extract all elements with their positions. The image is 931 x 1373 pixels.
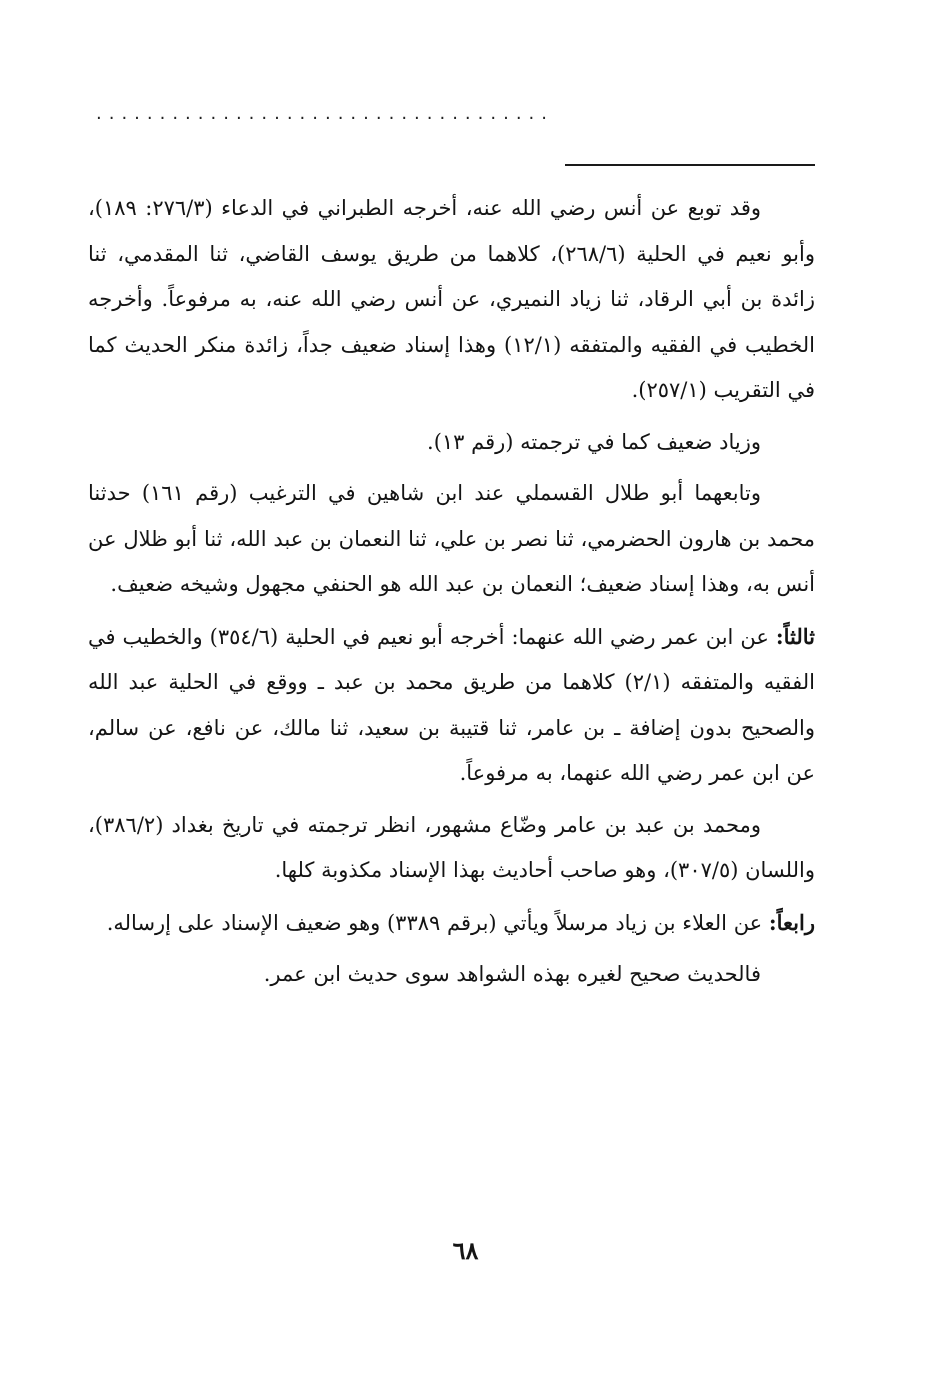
paragraph-4-text: عن ابن عمر رضي الله عنهما: أخرجه أبو نعيم في الحلية (٣٥٤/٦) والخطيب في الفقيه والمتفقه (٢/١) كلاهما من طريق محمد بن عبد ـ ووقع في الحلية عبد الله والصحيح بدون إضافة ـ بن عامر، ثنا قتيبة بن سعيد، ثنا مالك، عن نافع، عن سالم، عن ابن عمر رضي الله عنهما، به مرفوعاً. (88, 624, 815, 785)
paragraph-7 (88, 952, 815, 998)
dot-leader: .................................... (96, 104, 554, 124)
paragraph-4 (88, 614, 815, 797)
paragraph-2 (88, 420, 815, 466)
paragraph-5-text: ومحمد بن عبد بن عامر وضّاع مشهور، انظر ترجمته في تاريخ بغداد (٣٨٦/٢)، واللسان (٣٠٧/٥)، وهو صاحب أحاديث بهذا الإسناد مكذوبة كلها. (88, 812, 815, 882)
paragraph-7-text: فالحديث صحيح لغيره بهذه الشواهد سوى حديث ابن عمر. (263, 962, 761, 986)
paragraph-3 (88, 471, 815, 608)
paragraph-1-text: وقد توبع عن أنس رضي الله عنه، أخرجه الطبراني في الدعاء (٢٧٦/٣: ١٨٩)، وأبو نعيم في الحلية (٢٦٨/٦)، كلاهما من طريق يوسف القاضي، ثنا المقدمي، ثنا زائدة بن أبي الرقاد، ثنا زياد النميري، عن أنس رضي الله عنه، به مرفوعاً. وأخرجه الخطيب في الفقيه والمتفقه (١٢/١) وهذا إسناد ضعيف جداً، زائدة منكر الحديث كما في التقريب (٢٥٧/١). (88, 196, 816, 402)
paragraph-5 (88, 803, 815, 894)
footnote-body (88, 186, 815, 1004)
paragraph-6-lead: رابعاً: (768, 909, 815, 935)
paragraph-2-text: وزياد ضعيف كما في ترجمته (رقم ١٣). (427, 429, 761, 454)
paragraph-6 (88, 900, 815, 947)
footnote-rule (565, 164, 815, 166)
page-number: ٦٨ (452, 1236, 479, 1265)
paragraph-4-lead: ثالثاً: (775, 623, 816, 649)
paragraph-3-text: وتابعهما أبو طلال القسملي عند ابن شاهين في الترغيب (رقم ١٦١) حدثنا محمد بن هارون الحضرمي، ثنا نصر بن علي، ثنا النعمان بن عبد الله، ثنا أبو ظلال عن أنس به، وهذا إسناد ضعيف؛ النعمان بن عبد الله هو الحنفي مجهول وشيخه ضعيف. (88, 481, 815, 596)
paragraph-6-text: عن العلاء بن زياد مرسلاً ويأتي (برقم ٣٣٨٩) وهو ضعيف الإسناد على إرساله. (106, 910, 769, 935)
paragraph-1 (88, 186, 815, 414)
